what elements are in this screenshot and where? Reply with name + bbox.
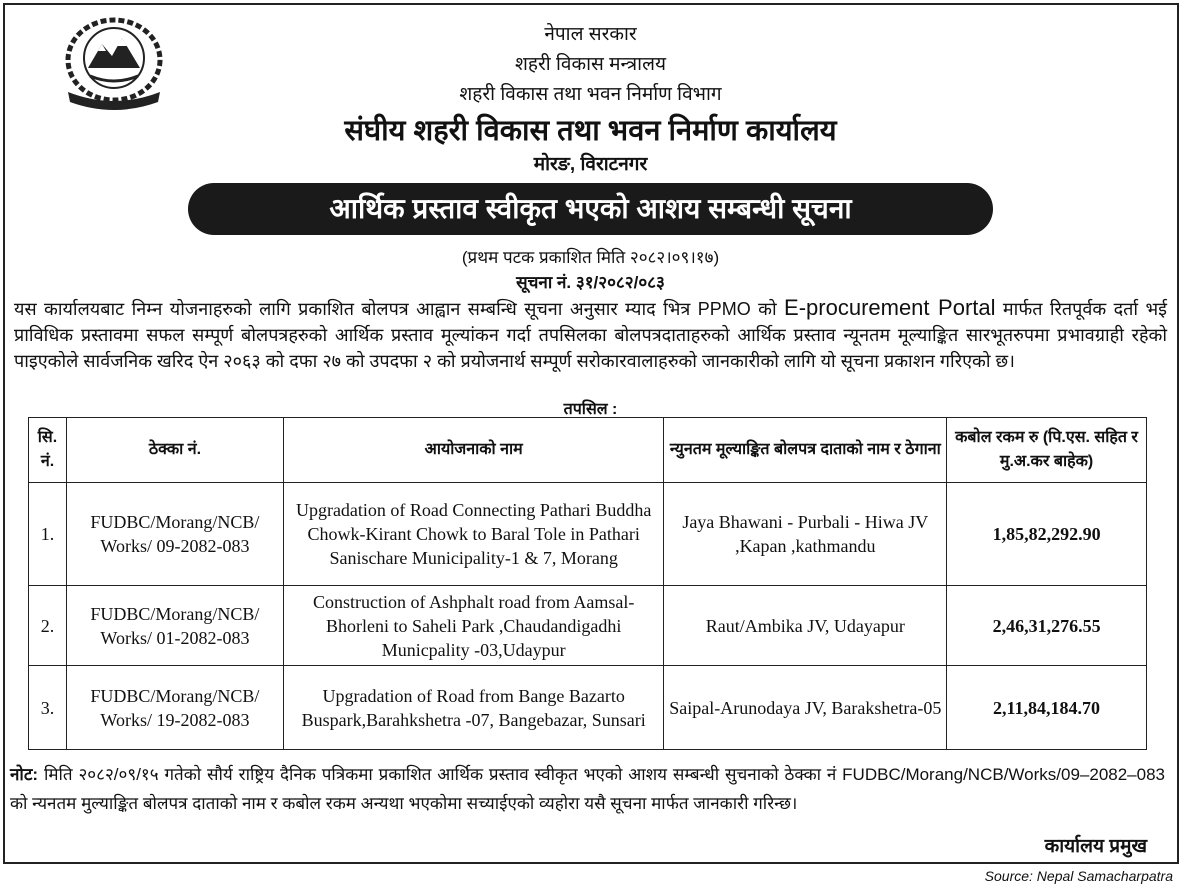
- table-header-row: [29, 418, 1147, 483]
- col-bidder: न्युनतम मूल्याङ्कित बोलपत्र दाताको नाम र ठेगाना: [664, 418, 947, 483]
- col-amount: कबोल रकम रु (पि.एस. सहित र मु.अ.कर बाहेक): [947, 418, 1147, 483]
- body-text-rest: मार्फत रितपूर्वक दर्ता भई प्राविधिक प्रस्तावमा सफल सम्पूर्ण बोलपत्रहरुको आर्थिक प्रस्ताव मूल्यांकन गर्दा तपसिलका बोलपत्रदाताहरुको आर्थिक प्रस्ताव न्यूनतम मूल्याङ्कित सारभूतरुपमा प्रभावग्राही रहेको पाइएकोले सार्वजनिक खरिद ऐन २०६३ को दफा २७ को उपदफा २ को प्रयोजनार्थ सम्पूर्ण सरोकारवालाहरुको जानकारीको लागि यो सूचना प्रकाशन गरिएको छ।: [14, 299, 1167, 371]
- cell-amount: 1,85,82,292.90: [947, 483, 1147, 586]
- notice-number: सूचना नं. ३१/२०८२/०८३: [516, 273, 665, 292]
- portal-name: E-procurement Portal: [784, 295, 996, 320]
- ministry-line: शहरी विकास मन्त्रालय: [515, 54, 666, 75]
- cell-bidder: Raut/Ambika JV, Udayapur: [664, 586, 947, 666]
- published-date: (प्रथम पटक प्रकाशित मिति २०८२।०९।१७): [461, 248, 720, 267]
- body-text: यस कार्यालयबाट निम्न योजनाहरुको लागि प्रकाशित बोलपत्र आह्वान सम्बन्धि सूचना अनुसार म्याद भित्र PPMO को: [14, 299, 785, 319]
- department-line: शहरी विकास तथा भवन निर्माण विभाग: [459, 84, 722, 105]
- note-text: मिति २०८२/०९/१५ गतेको सौर्य राष्ट्रिय दैनिक पत्रिकमा प्रकाशित आर्थिक प्रस्ताव स्वीकृत भएको आशय सम्बन्धी सुचनाको ठेक्का नं FUDBC/Morang/NCB/Works/09–2082–083 को न्यनतम मुल्याङ्कित बोलपत्र दाताको नाम र कबोल रकम अन्यथा भएकोमा सच्याईएको व्यहोरा यसै सूचना मार्फत जानकारी गरिन्छ।: [10, 765, 1165, 813]
- cell-project: Upgradation of Road Connecting Pathari Buddha Chowk-Kirant Chowk to Baral Tole in Pathari Sanischare Municipality-1 & 7, Morang: [283, 483, 664, 586]
- col-project: आयोजनाको नाम: [283, 418, 664, 483]
- cell-bidder: Jaya Bhawani - Purbali - Hiwa JV ,Kapan ,kathmandu: [664, 483, 947, 586]
- cell-project: Construction of Ashphalt road from Aamsal-Bhorleni to Saheli Park ,Chaudandigadhi Municpality -03,Udaypur: [283, 586, 664, 666]
- col-contract: ठेक्का नं.: [66, 418, 283, 483]
- note-label: नोट:: [10, 765, 39, 784]
- govt-line: नेपाल सरकार: [544, 24, 637, 45]
- schedule-label: तपसिल :: [563, 401, 618, 418]
- cell-contract: FUDBC/Morang/NCB/ Works/ 01-2082-083: [66, 586, 283, 666]
- cell-project: Upgradation of Road from Bange Bazarto Buspark,Barahkshetra -07, Bangebazar, Sunsari: [283, 666, 664, 750]
- cell-amount: 2,46,31,276.55: [947, 586, 1147, 666]
- source-credit: Source: Nepal Samacharpatra: [984, 868, 1173, 884]
- table-row: [29, 586, 1147, 666]
- cell-sn: 2.: [29, 586, 67, 666]
- signature-office-chief: कार्यालय प्रमुख: [1044, 836, 1147, 857]
- cell-bidder: Saipal-Arunodaya JV, Barakshetra-05: [664, 666, 947, 750]
- office-title: संघीय शहरी विकास तथा भवन निर्माण कार्यालय: [344, 115, 837, 147]
- cell-contract: FUDBC/Morang/NCB/ Works/ 09-2082-083: [66, 483, 283, 586]
- cell-sn: 1.: [29, 483, 67, 586]
- notice-title-banner: आर्थिक प्रस्ताव स्वीकृत भएको आशय सम्बन्धी सूचना: [188, 183, 993, 235]
- col-sn: सि. नं.: [29, 418, 67, 483]
- table-row: [29, 483, 1147, 586]
- cell-sn: 3.: [29, 666, 67, 750]
- notice-body: [14, 295, 1167, 374]
- office-location: मोरङ, विराटनगर: [533, 154, 648, 175]
- table-row: [29, 666, 1147, 750]
- note-section: [10, 760, 1165, 818]
- cell-amount: 2,11,84,184.70: [947, 666, 1147, 750]
- bid-table: [28, 417, 1147, 750]
- cell-contract: FUDBC/Morang/NCB/ Works/ 19-2082-083: [66, 666, 283, 750]
